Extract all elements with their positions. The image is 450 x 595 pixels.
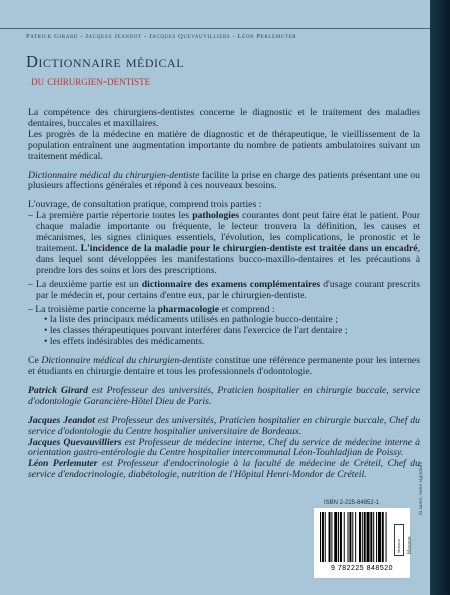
- intro-paragraph-1: La compétence des chirurgiens-dentistes concerne le diagnostic et le traitement des maladies dentaires, buccales et maxillaires.: [28, 107, 420, 129]
- author-description: est Professeur d'endocrinologie à la faculté de médecine de Créteil, Chef du service d'endocrinologie, diabétologie, nutrition de l'Hôpital Henri-Mondor de Créteil.: [28, 458, 420, 481]
- publisher-logo: [394, 524, 404, 556]
- purpose-paragraph: [28, 171, 420, 193]
- top-rule: [0, 28, 430, 29]
- part-one-keyword: pathologies: [192, 210, 240, 222]
- structure-lead: L'ouvrage, de consultation pratique, comprend trois parties :: [28, 199, 262, 211]
- author-bio: [28, 416, 420, 438]
- author-description: est Professeur de médecine interne, Chef du service de médecine interne à orientation gastro-entérologie du Centre hospitalier intercommunal Léon-Touhladjian de Poissy.: [28, 436, 420, 459]
- book-subtitle: du chirurgien-dentiste: [31, 73, 151, 88]
- list-item: • les classes thérapeutiques pouvant interférer dans l'exercice de l'art dentaire ;: [44, 325, 348, 337]
- publisher-tagline: la santé, notre signature: [418, 461, 424, 515]
- barcode-bar: [320, 512, 321, 562]
- list-item: • les effets indésirables des médicaments.: [44, 336, 205, 348]
- author-name: Jacques Quevauvilliers: [28, 436, 122, 448]
- publisher-logo-text: Masson: [396, 538, 401, 553]
- author-description: est Professeur des universités, Praticien hospitalier en chirurgie buccale, Chef du service d'odontologie du Centre hospitalier universitaire de Bordeaux.: [28, 414, 420, 437]
- barcode-bar: [344, 512, 345, 562]
- part-two-keyword: dictionnaire des examens complémentaires: [141, 278, 321, 290]
- barcode-bar: [364, 512, 366, 562]
- reference-paragraph: [28, 356, 420, 378]
- author-name: Léon Perlemuter: [28, 458, 98, 470]
- barcode-bar: [340, 512, 342, 562]
- part-two-text-2: d'usage courant prescrits par le médecin et, pour certains d'entre eux, par le chirurgien-dentiste.: [36, 278, 421, 301]
- part-one-text-3: , dans lequel sont développées les manifestations bucco-maxillo-dentaires et les précautions à prendre lors des soins et lors des prescriptions.: [36, 242, 420, 276]
- publisher-name: Masson: [407, 536, 413, 554]
- barcode-bar: [334, 512, 337, 562]
- barcode-bar: [370, 512, 372, 562]
- barcode-bar: [331, 512, 332, 562]
- part-one-text-2: courantes dont peut faire état le patient. Pour chaque maladie importante ou fréquente, le lecteur trouvera la définition, les causes et mécanismes, les signes cliniques essentiels, l'évolution, les complications, le pronostic et le traitement.: [36, 210, 420, 254]
- barcode-bar: [382, 512, 384, 562]
- barcode-bar: [355, 512, 356, 562]
- barcode-bar: [348, 512, 349, 562]
- barcode-bar: [376, 512, 377, 562]
- reference-text: Ce: [28, 355, 42, 367]
- author-name: Patrick Girard: [28, 384, 88, 396]
- barcode-bar: [325, 512, 326, 562]
- reference-text-2: constitue une référence permanente pour les internes et étudiants en chirurgie dentaire et tous les professionnels d'odontologie.: [28, 355, 420, 378]
- book-title: Dictionnaire médical: [26, 52, 185, 71]
- part-one: [28, 211, 420, 276]
- barcode-digits: 9 782225 848520: [331, 565, 393, 572]
- part-two-text: – La deuxième partie est un: [28, 278, 142, 290]
- author-bio: [28, 438, 420, 460]
- author-bio: [28, 386, 420, 408]
- barcode-bar: [322, 512, 324, 562]
- barcode-bar: [378, 512, 381, 562]
- barcode-bar: [349, 512, 351, 562]
- part-one-highlight: L'incidence de la maladie pour le chirurgien-dentiste est traitée dans un encadré: [80, 242, 418, 254]
- part-three: [28, 305, 420, 349]
- purpose-book-title: Dictionnaire médical du chirurgien-dentiste: [28, 169, 200, 181]
- barcode-bar: [362, 512, 363, 562]
- barcode-bar: [386, 512, 387, 562]
- part-two: [28, 280, 420, 302]
- isbn-label: ISBN 2-225-84852-1: [324, 500, 380, 506]
- pharmacology-list: [36, 315, 420, 348]
- author-bio: [28, 459, 420, 481]
- part-one-text: – La première partie répertorie toutes les: [28, 210, 193, 222]
- blurb-text: [28, 108, 420, 481]
- barcode-bar: [352, 512, 353, 562]
- part-three-text: – La troisième partie concerne la: [28, 303, 158, 315]
- list-item: • la liste des principaux médicaments utilisés en pathologie bucco-dentaire ;: [44, 314, 338, 326]
- barcode-bar: [329, 512, 331, 562]
- parts-list: [28, 211, 420, 348]
- barcode-bar: [373, 512, 374, 562]
- part-three-keyword: pharmacologie: [157, 303, 220, 315]
- barcode-bars: [320, 512, 404, 564]
- author-description: est Professeur des universités, Praticien hospitalier en chirurgie buccale, service d'odontologie Garancière-Hôtel Dieu de Paris.: [28, 384, 420, 407]
- reference-book-title: Dictionnaire médical du chirurgien-dentiste: [41, 355, 213, 367]
- barcode-bar: [338, 512, 339, 562]
- author-line: Patrick Girard - Jacques Jeandot - Jacques Quevauvilliers - Léon Perlemuter: [26, 33, 297, 40]
- barcode-bar: [359, 512, 361, 562]
- intro-paragraph-2: Les progrès de la médecine en matière de diagnostic et de thérapeutique, le vieillissement de la population entraînent une augmentation importante du nombre de patients ambulatoires suivant un traitement médical.: [28, 128, 420, 162]
- purpose-text: facilite la prise en charge des patients présentant une ou plusieurs affections générales et répond à ces nouveaux besoins.: [28, 169, 420, 192]
- author-name: Jacques Jeandot: [28, 414, 95, 426]
- spine-strip: [430, 0, 450, 595]
- part-three-text-2: et comprend :: [219, 303, 275, 315]
- barcode-bar: [367, 512, 370, 562]
